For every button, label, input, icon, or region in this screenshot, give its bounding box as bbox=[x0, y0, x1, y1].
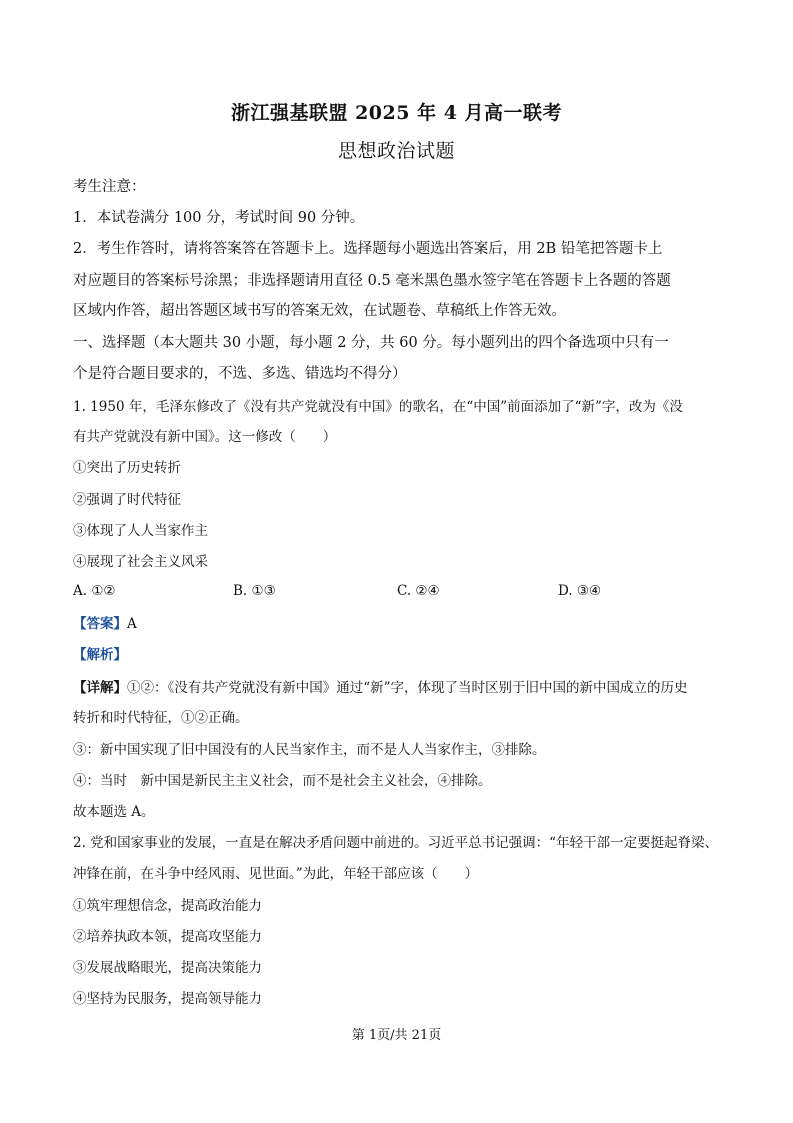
exam-title: 浙江强基联盟 2025 年 4 月高一联考 bbox=[230, 102, 563, 124]
page-number: 第 1页/共 21页 bbox=[351, 1028, 442, 1043]
q1-option-a: A. ①② bbox=[73, 583, 116, 599]
q1-option-b: B. ①③ bbox=[233, 583, 276, 599]
q1-detail-line-1 bbox=[73, 678, 733, 698]
q1-answer-row bbox=[73, 614, 733, 634]
q1-statement-2: ②强调了时代特征 bbox=[73, 492, 181, 508]
q1-statement-4: ④展现了社会主义风采 bbox=[73, 554, 208, 570]
notice-item-2-line-1: 2．考生作答时，请将答案答在答题卡上。选择题每小题选出答案后，用 2B 铅笔把答题卡上 bbox=[73, 241, 663, 257]
answer-value: A bbox=[127, 616, 137, 632]
detail-text-1: ①②：《没有共产党就没有新中国》通过“新”字，体现了当时区别于旧中国的新中国成立的历史 bbox=[127, 680, 688, 696]
q2-statement-1: ①筑牢理想信念，提高政治能力 bbox=[73, 898, 262, 914]
q1-options bbox=[73, 583, 733, 603]
q1-statement-3: ③体现了人人当家作主 bbox=[73, 523, 208, 539]
q1-statement-1: ①突出了历史转折 bbox=[73, 460, 181, 476]
q1-analysis-row bbox=[73, 645, 733, 665]
q2-stem-line-2: 冲锋在前，在斗争中经风雨、见世面。”为此，年轻干部应该（ ） bbox=[73, 866, 479, 882]
q1-conclusion: 故本题选 A。 bbox=[73, 804, 155, 820]
q2-statement-4: ④坚持为民服务，提高领导能力 bbox=[73, 991, 262, 1007]
answer-tag: 【答案】 bbox=[73, 616, 127, 632]
detail-tag: 【详解】 bbox=[73, 680, 127, 696]
section-heading-line-2: 个是符合题目要求的，不选、多选、错选均不得分） bbox=[73, 366, 407, 382]
notice-item-2-line-3: 区域内作答，超出答题区域书写的答案无效，在试题卷、草稿纸上作答无效。 bbox=[73, 303, 566, 319]
analysis-tag: 【解析】 bbox=[73, 647, 127, 663]
exam-subtitle: 思想政治试题 bbox=[337, 140, 455, 162]
q1-option-c: C. ②④ bbox=[397, 583, 440, 599]
q1-detail-line-3: ③：新中国实现了旧中国没有的人民当家作主，而不是人人当家作主，③排除。 bbox=[73, 742, 546, 758]
q2-stem-line-1: 2. 党和国家事业的发展，一直是在解决矛盾问题中前进的。习近平总书记强调：“年轻干部一定要挺起脊梁、 bbox=[73, 835, 719, 851]
q2-statement-3: ③发展战略眼光，提高决策能力 bbox=[73, 960, 262, 976]
q1-stem-line-1: 1. 1950 年，毛泽东修改了《没有共产党就没有中国》的歌名，在“中国”前面添加了“新”字，改为《没 bbox=[73, 399, 683, 415]
notice-heading: 考生注意： bbox=[73, 179, 146, 195]
q1-stem-line-2: 有共产党就没有新中国》。这一修改（ ） bbox=[73, 429, 337, 445]
notice-item-2-line-2: 对应题目的答案标号涂黑；非选择题请用直径 0.5 毫米黑色墨水签字笔在答题卡上各题的答题 bbox=[73, 273, 671, 289]
section-heading-line-1: 一、选择题（本大题共 30 小题，每小题 2 分，共 60 分。每小题列出的四个备选项中只有一 bbox=[73, 335, 669, 351]
q2-statement-2: ②培养执政本领，提高攻坚能力 bbox=[73, 929, 262, 945]
q1-detail-line-2: 转折和时代特征，①②正确。 bbox=[73, 710, 249, 726]
q1-detail-line-4: ④：当时 新中国是新民主主义社会，而不是社会主义社会，④排除。 bbox=[73, 773, 492, 789]
notice-item-1: 1．本试卷满分 100 分，考试时间 90 分钟。 bbox=[73, 210, 365, 226]
q1-option-d: D. ③④ bbox=[558, 583, 602, 599]
